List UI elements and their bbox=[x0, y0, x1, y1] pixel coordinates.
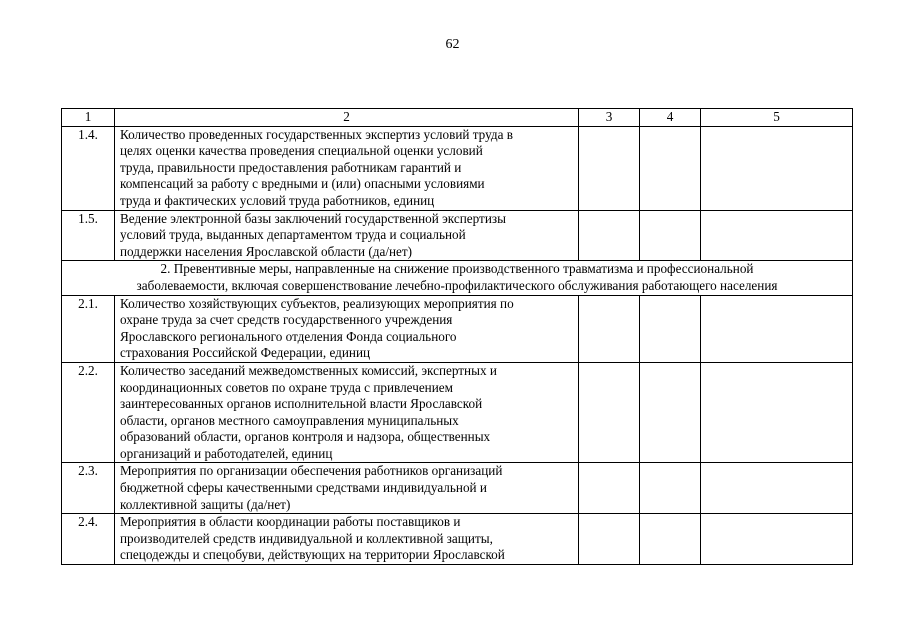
column-header-3: 3 bbox=[579, 109, 640, 127]
table-header-row bbox=[62, 109, 853, 127]
column-header-5: 5 bbox=[701, 109, 853, 127]
item-description bbox=[115, 362, 579, 463]
item-description-line: Количество заседаний межведомственных комиссий, экспертных и bbox=[120, 362, 497, 378]
column-5-cell bbox=[701, 126, 853, 210]
column-3-cell bbox=[579, 362, 640, 463]
column-4-cell bbox=[640, 295, 701, 362]
column-4-cell bbox=[640, 514, 701, 565]
column-3-cell bbox=[579, 126, 640, 210]
column-5-cell bbox=[701, 514, 853, 565]
item-description-line: целях оценки качества проведения специальной оценки условий bbox=[120, 143, 483, 159]
section-heading-line: заболеваемости, включая совершенствование лечебно-профилактического обслуживания работающего населения bbox=[136, 277, 778, 293]
item-description-line: труда и фактических условий труда работников, единиц bbox=[120, 192, 435, 208]
item-description-line: Количество проведенных государственных экспертиз условий труда в bbox=[120, 126, 513, 142]
item-description-line: координационных советов по охране труда с привлечением bbox=[120, 379, 453, 395]
column-4-cell bbox=[640, 362, 701, 463]
item-description bbox=[115, 210, 579, 261]
item-description bbox=[115, 514, 579, 565]
item-number: 1.4. bbox=[62, 126, 115, 210]
item-description-line: Мероприятия в области координации работы поставщиков и bbox=[120, 514, 461, 530]
item-description-line: поддержки населения Ярославской области (да/нет) bbox=[120, 243, 413, 259]
table-row bbox=[62, 362, 853, 463]
item-number: 1.5. bbox=[62, 210, 115, 261]
item-description-line: спецодежды и спецобуви, действующих на территории Ярославской bbox=[120, 547, 505, 563]
column-5-cell bbox=[701, 210, 853, 261]
item-description-line: труда, правильности предоставления работникам гарантий и bbox=[120, 159, 462, 175]
page-number: 62 bbox=[445, 37, 460, 52]
item-description-line: производителей средств индивидуальной и коллективной защиты, bbox=[120, 530, 493, 546]
section-heading bbox=[62, 261, 853, 295]
column-3-cell bbox=[579, 514, 640, 565]
item-description bbox=[115, 295, 579, 362]
column-3-cell bbox=[579, 463, 640, 514]
item-number: 2.2. bbox=[62, 362, 115, 463]
item-number: 2.3. bbox=[62, 463, 115, 514]
table-row bbox=[62, 295, 853, 362]
item-description-line: области, органов местного самоуправления муниципальных bbox=[120, 412, 459, 428]
item-number: 2.1. bbox=[62, 295, 115, 362]
item-description-line: Мероприятия по организации обеспечения работников организаций bbox=[120, 463, 503, 479]
item-description-line: условий труда, выданных департаментом труда и социальной bbox=[120, 227, 466, 243]
item-description-line: Количество хозяйствующих субъектов, реализующих мероприятия по bbox=[120, 295, 514, 311]
column-4-cell bbox=[640, 126, 701, 210]
column-5-cell bbox=[701, 362, 853, 463]
item-description-line: охране труда за счет средств государственного учреждения bbox=[120, 312, 453, 328]
column-3-cell bbox=[579, 295, 640, 362]
item-number: 2.4. bbox=[62, 514, 115, 565]
item-description-line: заинтересованных органов исполнительной власти Ярославской bbox=[120, 396, 483, 412]
indicators-table bbox=[61, 108, 853, 565]
column-5-cell bbox=[701, 295, 853, 362]
item-description-line: образований области, органов контроля и надзора, общественных bbox=[120, 429, 491, 445]
item-description-line: Ведение электронной базы заключений государственной экспертизы bbox=[120, 210, 506, 226]
item-description-line: организаций и работодателей, единиц bbox=[120, 445, 333, 461]
table-row bbox=[62, 210, 853, 261]
item-description-line: Ярославского регионального отделения Фонда социального bbox=[120, 328, 457, 344]
item-description-line: компенсаций за работу с вредными и (или) опасными условиями bbox=[120, 176, 485, 192]
item-description-line: страхования Российской Федерации, единиц bbox=[120, 345, 371, 361]
item-description-line: бюджетной сферы качественными средствами индивидуальной и bbox=[120, 480, 487, 496]
item-description bbox=[115, 126, 579, 210]
table-row bbox=[62, 514, 853, 565]
column-3-cell bbox=[579, 210, 640, 261]
column-4-cell bbox=[640, 463, 701, 514]
item-description bbox=[115, 463, 579, 514]
table-body bbox=[62, 126, 853, 564]
column-5-cell bbox=[701, 463, 853, 514]
section-row bbox=[62, 261, 853, 295]
column-header-1: 1 bbox=[62, 109, 115, 127]
column-header-2: 2 bbox=[115, 109, 579, 127]
section-heading-line: 2. Превентивные меры, направленные на снижение производственного травматизма и профессиональной bbox=[160, 261, 754, 277]
table-row bbox=[62, 463, 853, 514]
column-4-cell bbox=[640, 210, 701, 261]
item-description-line: коллективной защиты (да/нет) bbox=[120, 496, 291, 512]
column-header-4: 4 bbox=[640, 109, 701, 127]
table-row bbox=[62, 126, 853, 210]
